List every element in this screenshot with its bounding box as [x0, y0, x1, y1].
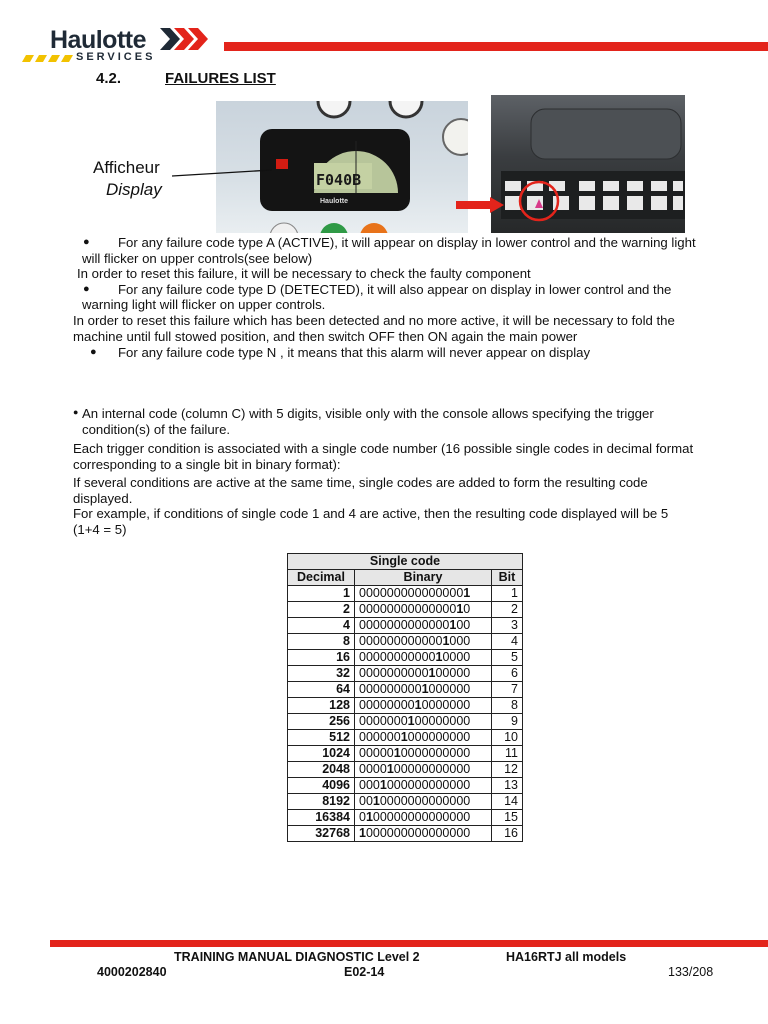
table-row [288, 730, 523, 746]
binary-cell: 0010000000000000 [355, 794, 492, 810]
decimal-cell: 16384 [288, 810, 355, 826]
col-header-binary: Binary [355, 570, 492, 586]
bit-cell: 10 [492, 730, 523, 746]
binary-cell: 0000001000000000 [355, 730, 492, 746]
figure-caption-en: Display [106, 180, 162, 199]
single-code-table [287, 553, 523, 842]
decimal-cell: 1024 [288, 746, 355, 762]
footer-models: HA16RTJ all models [506, 950, 627, 964]
footer-revision: E02-14 [344, 965, 385, 979]
bit-cell: 4 [492, 634, 523, 650]
bullet-text-d: For any failure code type D (DETECTED), it will also appear on display in lower control and the [118, 282, 672, 297]
several-conditions-text-1: If several conditions are active at the same time, single codes are added to form the resulting code [73, 475, 648, 490]
bit-cell: 1 [492, 586, 523, 602]
paragraph-reset-d-1: In order to reset this failure which has been detected and no more active, it will be necessary to fold the [73, 313, 675, 328]
set-bit: 1 [463, 586, 471, 600]
bit-cell: 5 [492, 650, 523, 666]
set-bit: 1 [379, 778, 387, 792]
set-bit: 1 [442, 634, 450, 648]
decimal-cell: 1 [288, 586, 355, 602]
footer-page-number: 133/208 [668, 965, 714, 979]
set-bit: 1 [365, 810, 373, 824]
upper-control-photo [491, 95, 685, 233]
table-row [288, 762, 523, 778]
table-row [288, 602, 523, 618]
internal-code-text-1: An internal code (column C) with 5 digits, visible only with the console allows specifying the trigger [82, 406, 654, 421]
table-row [288, 826, 523, 842]
bit-cell: 2 [492, 602, 523, 618]
bit-cell: 6 [492, 666, 523, 682]
bit-cell: 15 [492, 810, 523, 826]
table-row [288, 666, 523, 682]
binary-cell: 0000000000100000 [355, 666, 492, 682]
binary-cell: 0000000100000000 [355, 714, 492, 730]
table-title: Single code [288, 554, 523, 570]
decimal-cell: 32 [288, 666, 355, 682]
table-row [288, 650, 523, 666]
bullet-text-d-cont: warning light will flicker on upper controls. [82, 297, 326, 312]
col-header-bit: Bit [492, 570, 523, 586]
bit-cell: 14 [492, 794, 523, 810]
decimal-cell: 2 [288, 602, 355, 618]
several-conditions-text-2: displayed. [73, 491, 133, 506]
binary-cell: 0000000000010000 [355, 650, 492, 666]
binary-cell: 0000000000001000 [355, 634, 492, 650]
binary-cell: 0000000000000001 [355, 586, 492, 602]
bullet-icon: ● [83, 236, 90, 248]
decimal-cell: 8 [288, 634, 355, 650]
bullet-text-a-cont: will flicker on upper controls(see below) [82, 251, 313, 266]
set-bit: 1 [449, 618, 457, 632]
caption-leader-line [172, 168, 272, 180]
binary-cell: 0100000000000000 [355, 810, 492, 826]
bit-cell: 12 [492, 762, 523, 778]
binary-cell: 0000000000000100 [355, 618, 492, 634]
bit-cell: 11 [492, 746, 523, 762]
table-row [288, 618, 523, 634]
table-row [288, 794, 523, 810]
binary-cell: 0000000010000000 [355, 698, 492, 714]
set-bit: 1 [393, 746, 401, 760]
paragraph-reset-d-2: machine until full stowed position, and then switch OFF then ON again the main power [73, 329, 578, 344]
bit-cell: 9 [492, 714, 523, 730]
section-number: 4.2. [96, 70, 122, 87]
table-row [288, 682, 523, 698]
internal-code-text-2: condition(s) of the failure. [82, 422, 231, 437]
bullet-text-a: For any failure code type A (ACTIVE), it will appear on display in lower control and the warning light [118, 235, 696, 250]
decimal-cell: 16 [288, 650, 355, 666]
footer-red-bar [50, 940, 768, 947]
set-bit: 1 [428, 666, 436, 680]
set-bit: 1 [359, 826, 366, 840]
table-row [288, 714, 523, 730]
binary-cell: 1000000000000000 [355, 826, 492, 842]
section-title: FAILURES LIST [165, 70, 276, 87]
figure-caption-fr: Afficheur [93, 158, 160, 177]
bit-cell: 3 [492, 618, 523, 634]
bit-cell: 13 [492, 778, 523, 794]
set-bit: 1 [372, 794, 380, 808]
example-text-1: For example, if conditions of single code 1 and 4 are active, then the resulting code displayed will be 5 [73, 506, 669, 521]
set-bit: 1 [414, 698, 422, 712]
binary-cell: 0001000000000000 [355, 778, 492, 794]
bit-cell: 7 [492, 682, 523, 698]
pointer-arrow-icon [456, 197, 504, 213]
set-bit: 1 [435, 650, 443, 664]
display-brand: Haulotte [320, 198, 348, 205]
footer-doc-number: 4000202840 [97, 965, 167, 979]
footer-manual-title: TRAINING MANUAL DIAGNOSTIC Level 2 [174, 950, 420, 964]
binary-cell: 0000100000000000 [355, 762, 492, 778]
brand-arrows-icon [160, 28, 212, 52]
decimal-cell: 256 [288, 714, 355, 730]
example-text-2: (1+4 = 5) [73, 522, 127, 537]
table-row [288, 746, 523, 762]
bullet-icon: ● [90, 346, 97, 358]
decimal-cell: 32768 [288, 826, 355, 842]
table-row [288, 810, 523, 826]
col-header-decimal: Decimal [288, 570, 355, 586]
binary-cell: 0000010000000000 [355, 746, 492, 762]
decimal-cell: 8192 [288, 794, 355, 810]
table-row [288, 698, 523, 714]
bullet-icon: ● [73, 407, 79, 417]
set-bit: 1 [407, 714, 415, 728]
set-bit: 1 [400, 730, 408, 744]
decimal-cell: 64 [288, 682, 355, 698]
set-bit: 1 [421, 682, 429, 696]
binary-cell: 0000000001000000 [355, 682, 492, 698]
bullet-text-n: For any failure code type N , it means that this alarm will never appear on display [118, 345, 591, 360]
display-panel-photo [216, 101, 468, 233]
decimal-cell: 512 [288, 730, 355, 746]
decimal-cell: 4096 [288, 778, 355, 794]
table-body [288, 586, 523, 842]
set-bit: 1 [386, 762, 394, 776]
header-red-bar [224, 42, 768, 51]
bit-cell: 16 [492, 826, 523, 842]
decimal-cell: 2048 [288, 762, 355, 778]
bit-cell: 8 [492, 698, 523, 714]
binary-cell: 0000000000000010 [355, 602, 492, 618]
table-row [288, 778, 523, 794]
brand-logo-text: Haulotte [50, 26, 146, 54]
brand-subtitle: SERVICES [76, 51, 156, 63]
paragraph-reset-a: In order to reset this failure, it will be necessary to check the faulty component [77, 266, 531, 281]
decimal-cell: 128 [288, 698, 355, 714]
decimal-cell: 4 [288, 618, 355, 634]
display-readout: F040B [316, 171, 362, 189]
set-bit: 1 [456, 602, 464, 616]
table-row [288, 634, 523, 650]
trigger-text-1: Each trigger condition is associated with a single code number (16 possible single codes in decimal format [73, 441, 694, 456]
table-row [288, 586, 523, 602]
bullet-icon: ● [83, 283, 90, 295]
brand-stripes-icon [22, 55, 74, 63]
trigger-text-2: corresponding to a single bit in binary format): [73, 457, 341, 472]
